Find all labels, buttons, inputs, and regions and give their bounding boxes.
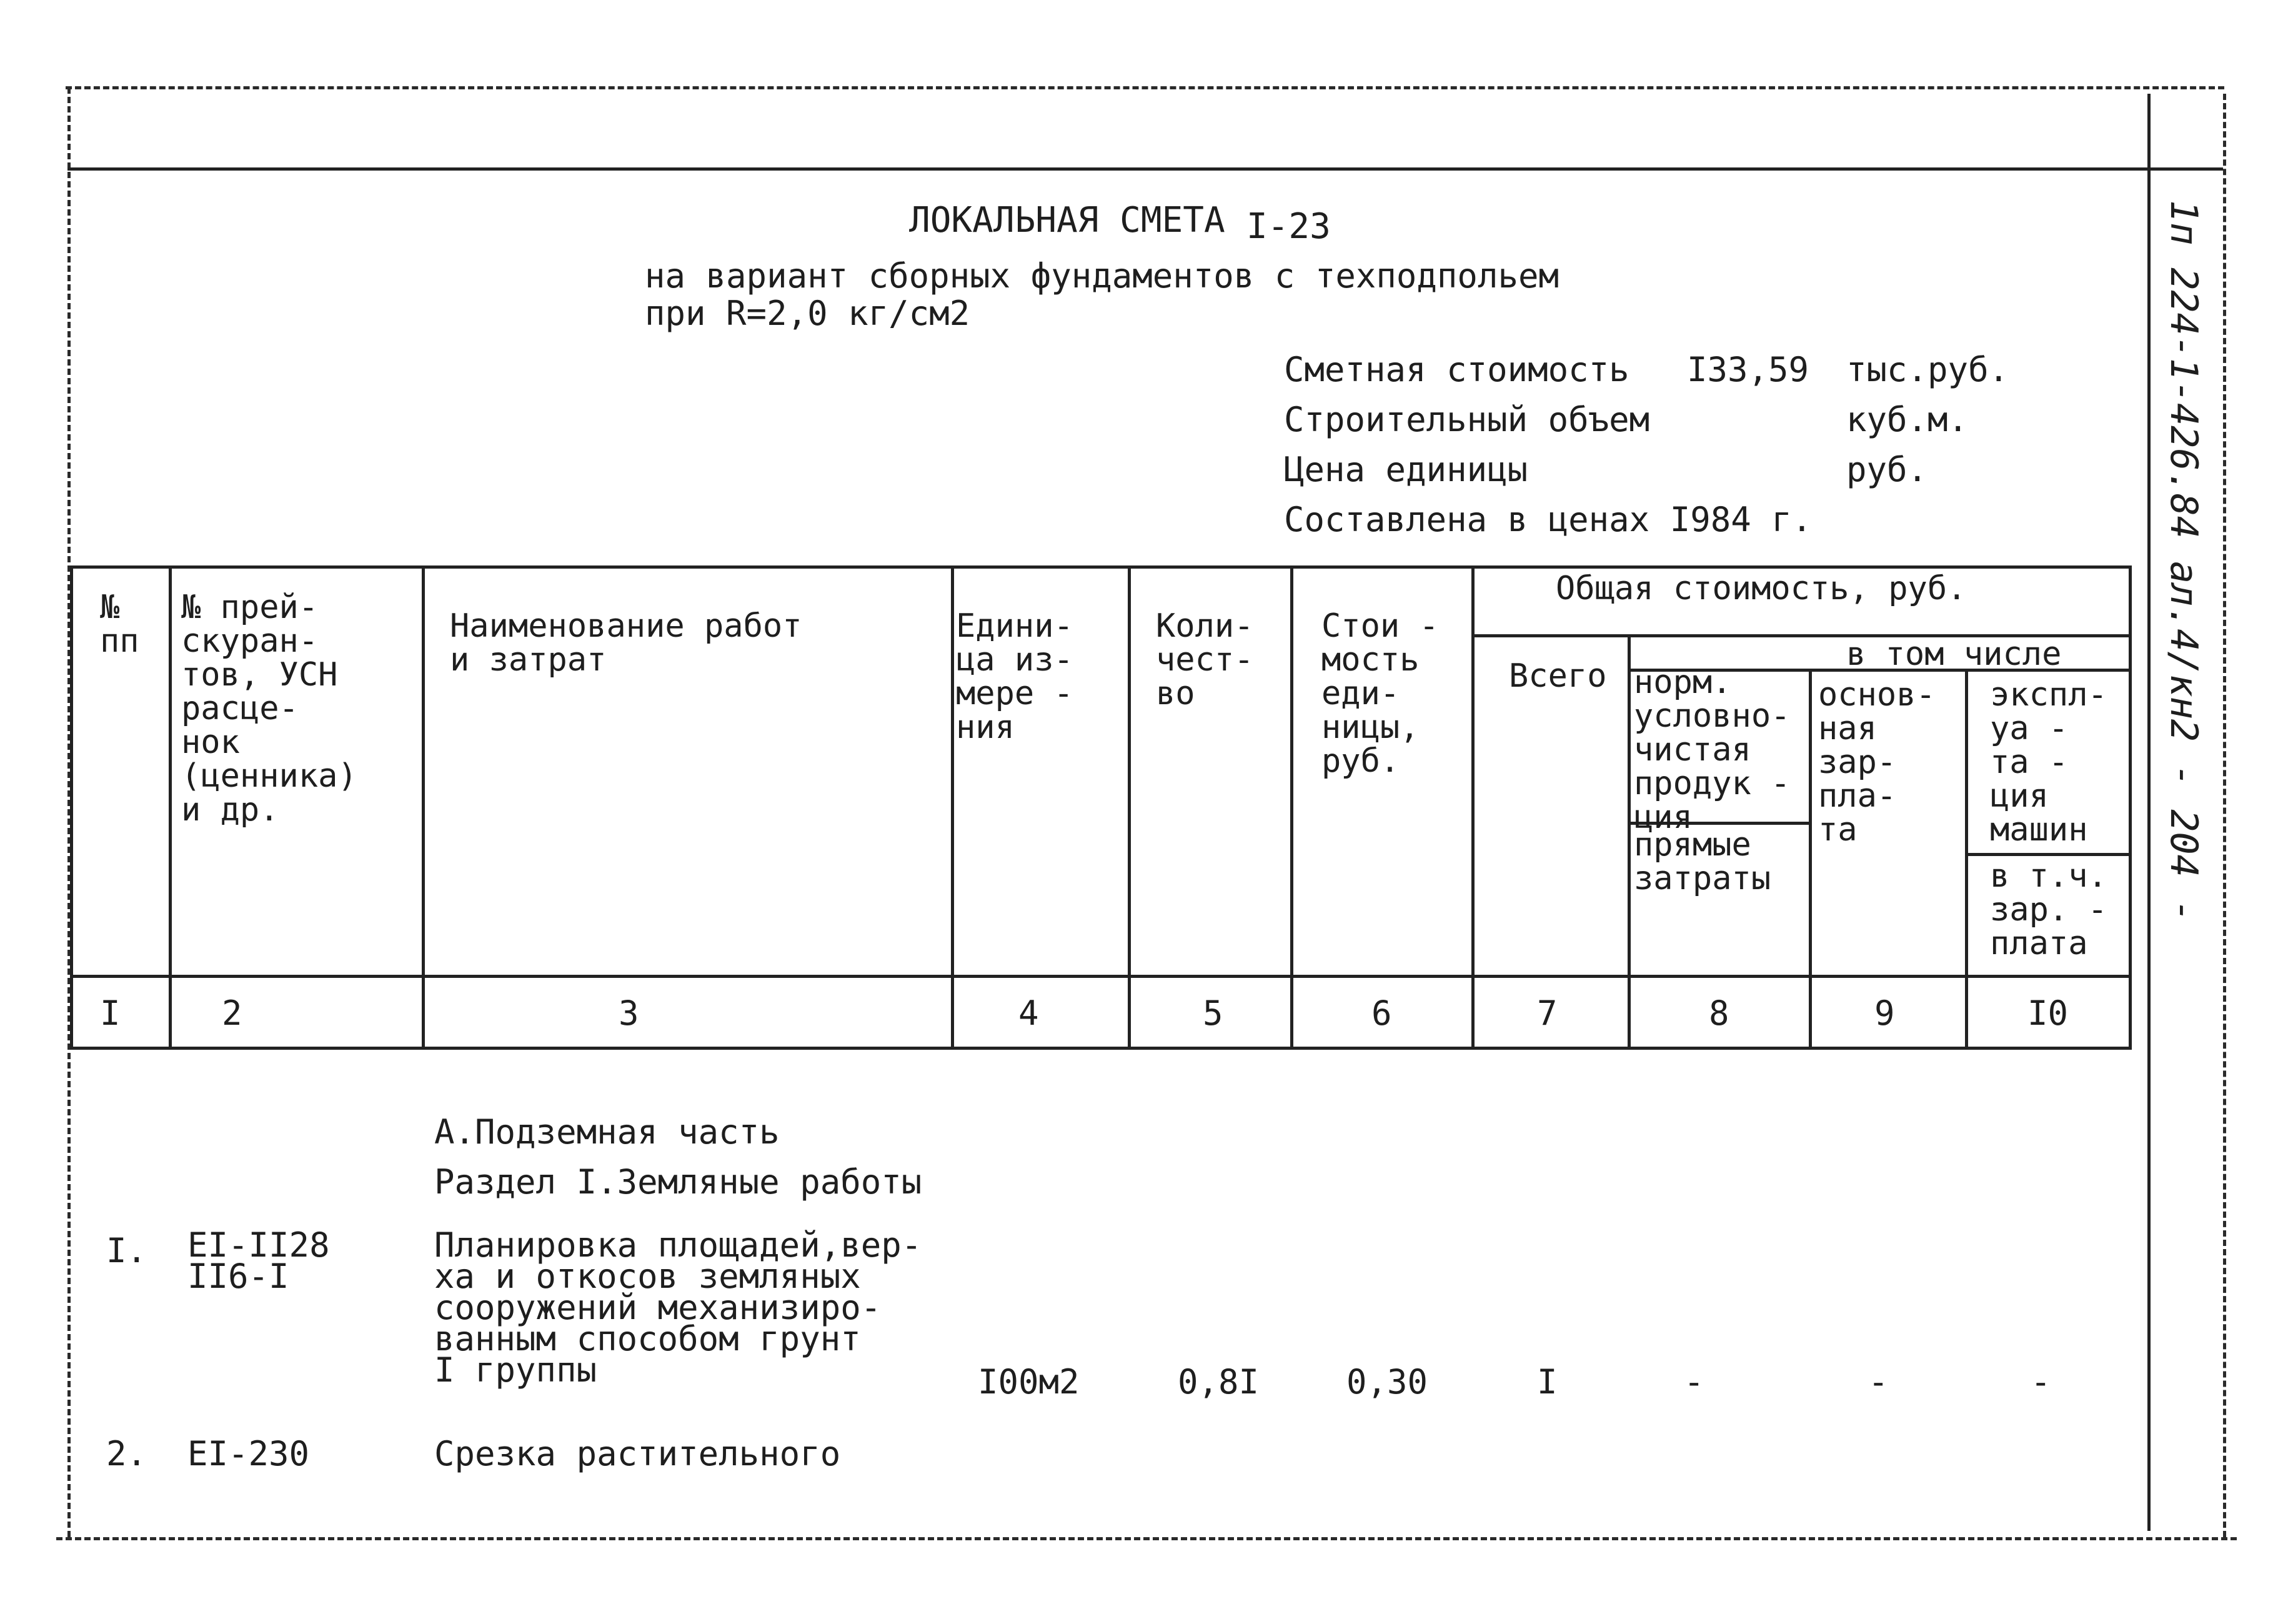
col-header-unit-cost: Стои - мость еди- ницы, руб. [1321,607,1439,780]
col-line-6 [1290,565,1293,1048]
col-line-4 [951,565,954,1048]
col-line-8 [1628,634,1631,1048]
row-unit-price: 0,30 [1346,1362,1428,1402]
col-header-machine-salary: в т.ч. зар. - плата [1990,857,2107,962]
col-header-direct-costs: прямые затраты [1634,826,1771,897]
col-line-10 [1965,669,1968,1048]
col-number-2: 2 [222,994,242,1033]
frame-bottom-border [56,1537,2237,1540]
price-basis-label: Составлена в ценах I984 г. [1284,500,1813,539]
col-line-5 [1128,565,1131,1048]
col-header-num: № пп [100,589,139,660]
row-work-name: Планировка площадей,вер- ха и откосов земляных сооружений механизиро- ванным способом грунт I группы [434,1225,922,1390]
unit-price-label: Цена единицы [1284,450,1528,489]
number-row-bottom-line [70,1047,2132,1050]
col-header-unit: Едини- ца из- мере - ния [956,607,1073,746]
col-number-1: I [100,994,121,1033]
row-total: I [1537,1362,1558,1402]
col-header-total: Всего [1509,657,1607,695]
table-right-line [2129,565,2132,1048]
col-header-net-product: норм. условно- чистая продук - ция [1634,664,1791,836]
col-header-base-salary: основ- ная зар- пла- та [1818,676,1936,849]
col-header-name: Наименование работ и затрат [450,607,802,679]
estimated-cost-value: I33,59 [1687,350,1809,389]
col-line-2 [169,565,172,1048]
row-qty: 0,8I [1178,1362,1260,1402]
row-work-name: Срезка растительного [434,1434,841,1473]
col-number-3: 3 [619,994,639,1033]
row-code: ЕI-230 [187,1434,310,1473]
section-heading: Раздел I.Земляные работы [434,1162,922,1202]
frame-stamp-divider [2147,94,2151,1531]
col-number-8: 8 [1709,994,1729,1033]
col-line-3 [422,565,425,1048]
table-left-line [70,565,73,1048]
col-header-pricelist: № прей- скуран- тов, УСН расце- нок (ценника) и др. [181,589,357,829]
col-number-7: 7 [1537,994,1558,1033]
col-header-qty: Коли- чест- во [1156,607,1254,712]
row-unit: I00м2 [978,1362,1080,1402]
row-direct-costs: - [1684,1362,1704,1402]
col-number-6: 6 [1371,994,1392,1033]
header-top-line [67,167,2223,171]
part-heading: А.Подземная часть [434,1112,780,1152]
building-volume-label: Строительный объем [1284,400,1650,439]
header-bottom-line [70,975,2132,978]
row-base-salary: - [1868,1362,1889,1402]
col-number-9: 9 [1874,994,1895,1033]
document-title: ЛОКАЛЬНАЯ СМЕТА [909,200,1225,241]
row-machines: - [2031,1362,2051,1402]
side-stamp: 1п 224-1-426.84 ал.4/кн2 - 204 - [2162,200,2206,922]
col-line-9 [1809,669,1812,1048]
col-header-incl-group: в том числе [1846,635,2062,673]
document-subtitle-line1: на вариант сборных фундаментов с техподпольем [645,256,1559,296]
col-header-machines: экспл- уа - та - ция машин [1990,676,2107,849]
row-code: ЕI-II28 II6-I [187,1225,330,1296]
document-number: I-23 [1246,206,1331,247]
document-subtitle-line2: при R=2,0 кг/см2 [645,294,970,333]
building-volume-unit: куб.м. [1846,400,1969,439]
unit-price-unit: руб. [1846,450,1928,489]
col-number-10: I0 [2027,994,2069,1033]
estimated-cost-unit: тыс.руб. [1846,350,2009,389]
row-number: I. [106,1231,147,1270]
col-line-7 [1471,565,1475,1048]
c10-split-line [1965,853,2132,856]
col-number-4: 4 [1018,994,1039,1033]
frame-top-border [66,86,2224,89]
row-number: 2. [106,1434,147,1473]
estimated-cost-label: Сметная стоимость [1284,350,1629,389]
frame-right-border [2223,94,2226,1537]
col-header-total-group: Общая стоимость, руб. [1556,570,1967,607]
col-number-5: 5 [1203,994,1223,1033]
table-top-line [70,565,2132,569]
